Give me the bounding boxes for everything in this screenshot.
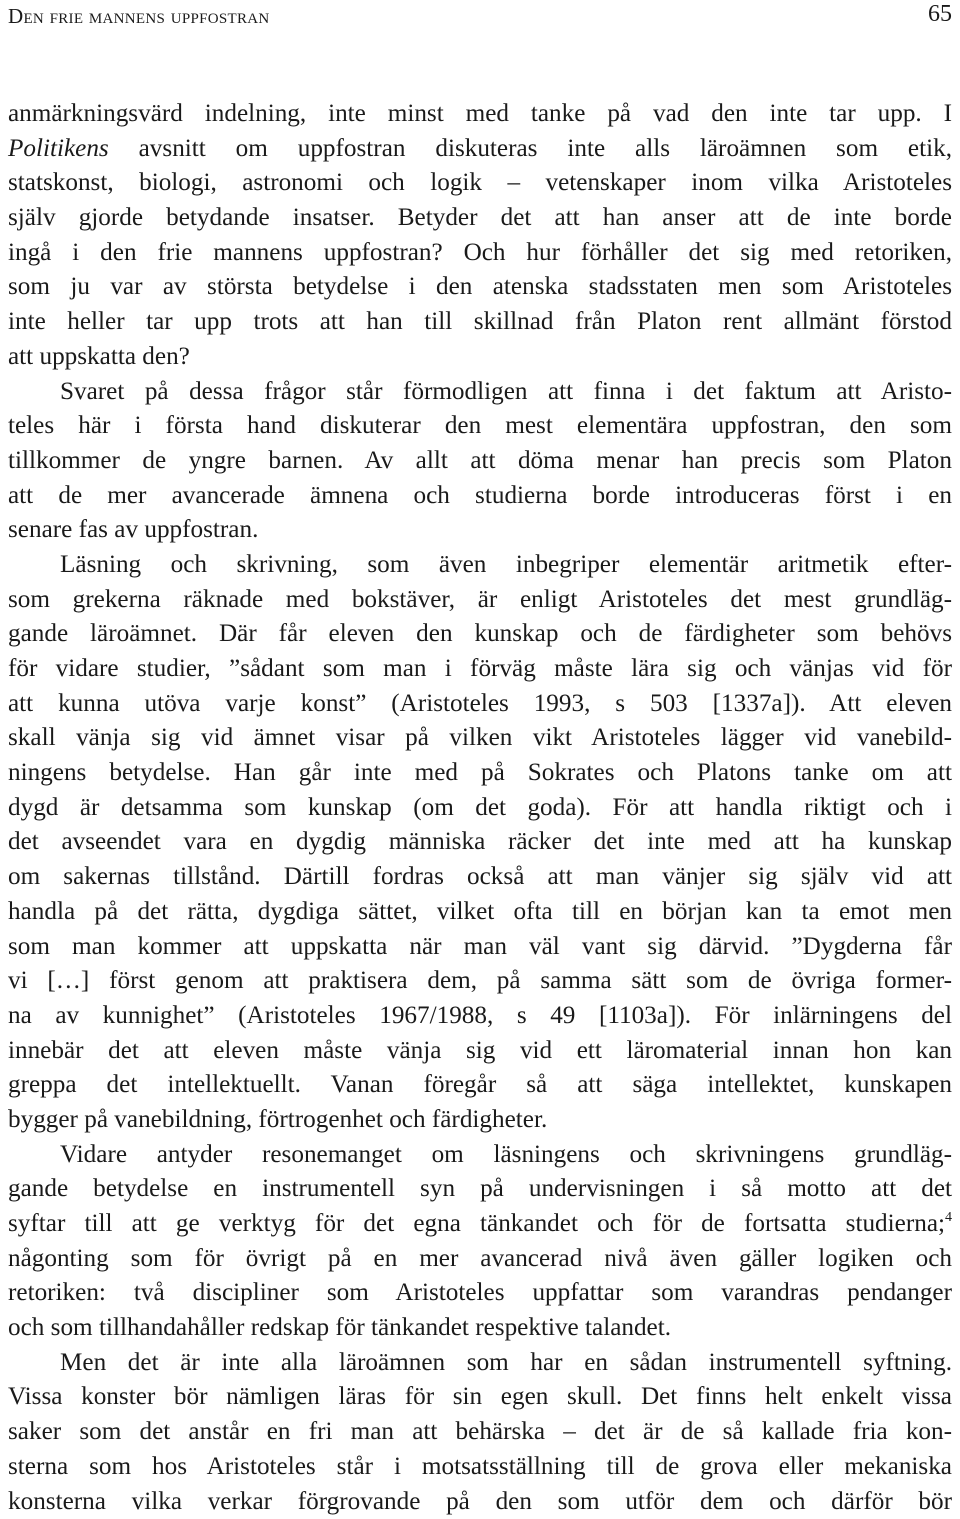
text-segment: det avseendet vara en dygdig människa räcker det inte med att ha kunskap [8, 828, 952, 855]
text-segment: att kunna utöva varje konst” (Aristoteles 1993, s 503 [1337a]). Att eleven [8, 690, 952, 717]
text-segment: avsnitt om uppfostran diskuteras inte alls läroämnen som etik, [109, 135, 952, 162]
text-line [8, 895, 952, 930]
text-line [8, 166, 952, 201]
text-line [8, 132, 952, 167]
text-line [8, 444, 952, 479]
text-line [8, 97, 952, 132]
text-segment: gande läroämnet. Där får eleven den kunskap och de färdigheter som behövs [8, 620, 952, 647]
text-line [8, 1450, 952, 1485]
footnote-marker[interactable]: 4 [945, 1210, 952, 1225]
text-segment: om sakernas tillstånd. Därtill fordras också att man vänjer sig själv vid att [8, 863, 952, 890]
text-line [8, 617, 952, 652]
text-line [8, 1068, 952, 1103]
text-line [8, 1138, 952, 1173]
text-line [8, 1415, 952, 1450]
body-text [8, 97, 952, 1519]
text-segment: greppa det intellektuellt. Vanan föregår så att säga intellektet, kunskapen [8, 1071, 952, 1098]
text-line [8, 1276, 952, 1311]
text-line [8, 1103, 952, 1138]
running-title: Den frie mannens uppfostran [8, 4, 270, 29]
text-segment: för vidare studier, ”sådant som man i förväg måste lära sig och vänjas vid för [8, 655, 952, 682]
text-segment: att de mer avancerade ämnena och studierna borde introduceras först i en [8, 482, 952, 509]
text-segment: som grekerna räknade med bokstäver, är enligt Aristoteles det mest grundläg- [8, 586, 952, 613]
text-segment: och som tillhandahåller redskap för tänkandet respektive talandet. [8, 1314, 671, 1341]
text-line [8, 1207, 952, 1242]
text-segment: konsterna vilka verkar förgrovande på den som utför dem och därför bör [8, 1488, 952, 1515]
running-header [8, 0, 952, 30]
text-line [8, 964, 952, 999]
text-line [8, 583, 952, 618]
text-line [8, 409, 952, 444]
text-segment: na av kunnighet” (Aristoteles 1967/1988, s 49 [1103a]). För inlärningens del [8, 1002, 952, 1029]
text-segment: skall vänja sig vid ämnet visar på vilken vikt Aristoteles lägger vid vanebild- [8, 724, 952, 751]
text-segment: inte heller tar upp trots att han till skillnad från Platon rent allmänt förstod [8, 308, 952, 335]
text-line [8, 1242, 952, 1277]
text-line [8, 305, 952, 340]
text-segment: ingå i den frie mannens uppfostran? Och hur förhåller det sig med retoriken, [8, 239, 952, 266]
text-line [8, 513, 952, 548]
text-segment: bygger på vanebildning, förtrogenhet och färdigheter. [8, 1106, 547, 1133]
text-segment: som man kommer att uppskatta när man väl vant sig därvid. ”Dygderna får [8, 933, 952, 960]
text-segment: själv gjorde betydande insatser. Betyder det att han anser att de inte borde [8, 204, 952, 231]
text-line [8, 687, 952, 722]
text-line [8, 1485, 952, 1519]
text-line [8, 791, 952, 826]
text-line [8, 270, 952, 305]
text-line [8, 756, 952, 791]
text-segment: senare fas av uppfostran. [8, 516, 258, 543]
text-segment: dygd är detsamma som kunskap (om det goda). För att handla riktigt och i [8, 794, 952, 821]
text-segment: någonting som för övrigt på en mer avancerad nivå även gäller logiken och [8, 1245, 952, 1272]
text-segment: Läsning och skrivning, som även inbegriper elementär aritmetik efter- [60, 551, 952, 578]
text-line [8, 1380, 952, 1415]
text-segment: teles här i första hand diskuterar den mest elementära uppfostran, den som [8, 412, 952, 439]
text-segment: saker som det anstår en fri man att behärska – det är de så kallade fria kon- [8, 1418, 952, 1445]
text-line [8, 1346, 952, 1381]
text-segment: retoriken: två discipliner som Aristoteles uppfattar som varandras pendanger [8, 1279, 952, 1306]
text-line [8, 652, 952, 687]
text-line [8, 1311, 952, 1346]
text-line [8, 1034, 952, 1069]
text-segment: som ju var av största betydelse i den atenska stadsstaten men som Aristoteles [8, 273, 952, 300]
text-line [8, 721, 952, 756]
text-line [8, 236, 952, 271]
text-segment: att uppskatta den? [8, 343, 190, 370]
text-line [8, 860, 952, 895]
text-segment: syftar till att ge verktyg för det egna tänkandet och för de fortsatta studierna; [8, 1210, 945, 1237]
italic-title: Politikens [8, 135, 109, 162]
text-segment: sterna som hos Aristoteles står i motsatsställning till de grova eller mekaniska [8, 1453, 952, 1480]
text-segment: handla på det rätta, dygdiga sättet, vilket ofta till en början kan ta emot men [8, 898, 952, 925]
text-segment: anmärkningsvärd indelning, inte minst med tanke på vad den inte tar upp. I [8, 100, 952, 127]
text-line [8, 825, 952, 860]
text-segment: Men det är inte alla läroämnen som har en sådan instrumentell syftning. [60, 1349, 952, 1376]
text-line [8, 1172, 952, 1207]
text-line [8, 999, 952, 1034]
page-number: 65 [928, 1, 952, 28]
text-segment: gande betydelse en instrumentell syn på undervisningen i så motto att det [8, 1175, 952, 1202]
text-line [8, 548, 952, 583]
text-segment: statskonst, biologi, astronomi och logik – vetenskaper inom vilka Aristoteles [8, 169, 952, 196]
text-line [8, 340, 952, 375]
text-segment: tillkommer de yngre barnen. Av allt att döma menar han precis som Platon [8, 447, 952, 474]
text-line [8, 201, 952, 236]
text-segment: vi […] först genom att praktisera dem, på samma sätt som de övriga former- [8, 967, 952, 994]
text-line [8, 375, 952, 410]
text-segment: Vidare antyder resonemanget om läsningens och skrivningens grundläg- [60, 1141, 952, 1168]
text-segment: Svaret på dessa frågor står förmodligen att finna i det faktum att Aristo- [60, 378, 952, 405]
text-segment: innebär det att eleven måste vänja sig vid ett läromaterial innan hon kan [8, 1037, 952, 1064]
text-segment: Vissa konster bör nämligen läras för sin egen skull. Det finns helt enkelt vissa [8, 1383, 952, 1410]
text-line [8, 930, 952, 965]
text-segment: ningens betydelse. Han går inte med på Sokrates och Platons tanke om att [8, 759, 952, 786]
text-line [8, 479, 952, 514]
